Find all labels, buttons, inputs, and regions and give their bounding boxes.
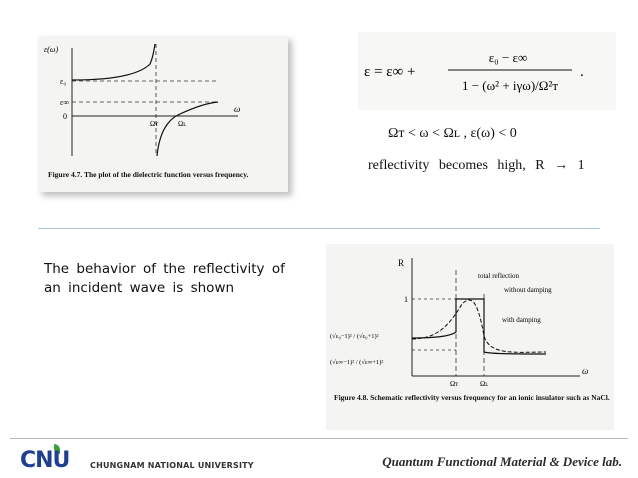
slide-description: The behavior of the reflectivity of an incident wave is shown xyxy=(44,261,285,296)
equation-render xyxy=(358,32,616,110)
equation-numerator: ε₀ − ε∞ xyxy=(488,50,528,65)
with-damping-curve xyxy=(412,300,546,352)
annotation-with-damping: with damping xyxy=(502,316,541,324)
equation-denominator: 1 − (ω² + iγω)/Ω²ᴛ xyxy=(461,78,559,93)
section-divider xyxy=(38,228,600,229)
x-axis-label: ω xyxy=(234,104,241,114)
y-axis-label: ε(ω) xyxy=(44,45,59,54)
reflectivity-statement: reflectivity becomes high, R → 1 xyxy=(368,158,585,173)
eps-curve-high xyxy=(157,102,218,156)
tick-omegaL: Ωʟ xyxy=(178,120,187,128)
negative-epsilon-condition: Ωᴛ < ω < Ωʟ , ε(ω) < 0 xyxy=(388,126,517,141)
equation-end: . xyxy=(580,64,584,80)
university-logo: CNU xyxy=(20,448,70,473)
tick-zero: 0 xyxy=(63,112,67,121)
lab-name: Quantum Functional Material & Device lab. xyxy=(382,454,622,469)
figure2-caption: Figure 4.8. Schematic reflectivity versus frequency for an ionic insulator such as NaCl. xyxy=(334,393,610,402)
figure1-caption: Figure 4.7. The plot of the dielectric function versus frequency. xyxy=(48,170,249,179)
tick-r-one: 1 xyxy=(404,295,408,304)
university-name: CHUNGNAM NATIONAL UNIVERSITY xyxy=(90,461,254,470)
tick-omegaT: Ωᴛ xyxy=(150,120,159,128)
equation-lhs: ε = ε∞ + xyxy=(364,64,416,80)
r-axis-label: R xyxy=(398,258,405,268)
omega-axis-label: ω xyxy=(582,366,589,376)
dielectric-function-plot xyxy=(38,36,288,192)
dielectric-equation xyxy=(358,32,616,110)
tick-epsinf: ε∞ xyxy=(60,98,70,107)
annotation-without-damping: without damping xyxy=(504,286,552,294)
reflectivity-figure xyxy=(326,244,614,430)
footer-divider xyxy=(10,438,628,439)
dielectric-function-figure xyxy=(38,36,288,192)
tick-r-high: (√ε₀−1)² / (√ε₀+1)² xyxy=(330,333,379,340)
annotation-total-reflection: total reflection xyxy=(478,272,520,280)
tick-omegaL-r: Ωʟ xyxy=(480,380,489,388)
tick-r-low: (√ε∞−1)² / (√ε∞+1)² xyxy=(330,359,384,366)
eps-curve-low xyxy=(72,44,155,80)
tick-omegaT-r: Ωᴛ xyxy=(450,380,459,388)
without-damping-curve xyxy=(412,299,546,354)
tick-eps0: ε₀ xyxy=(60,77,67,86)
